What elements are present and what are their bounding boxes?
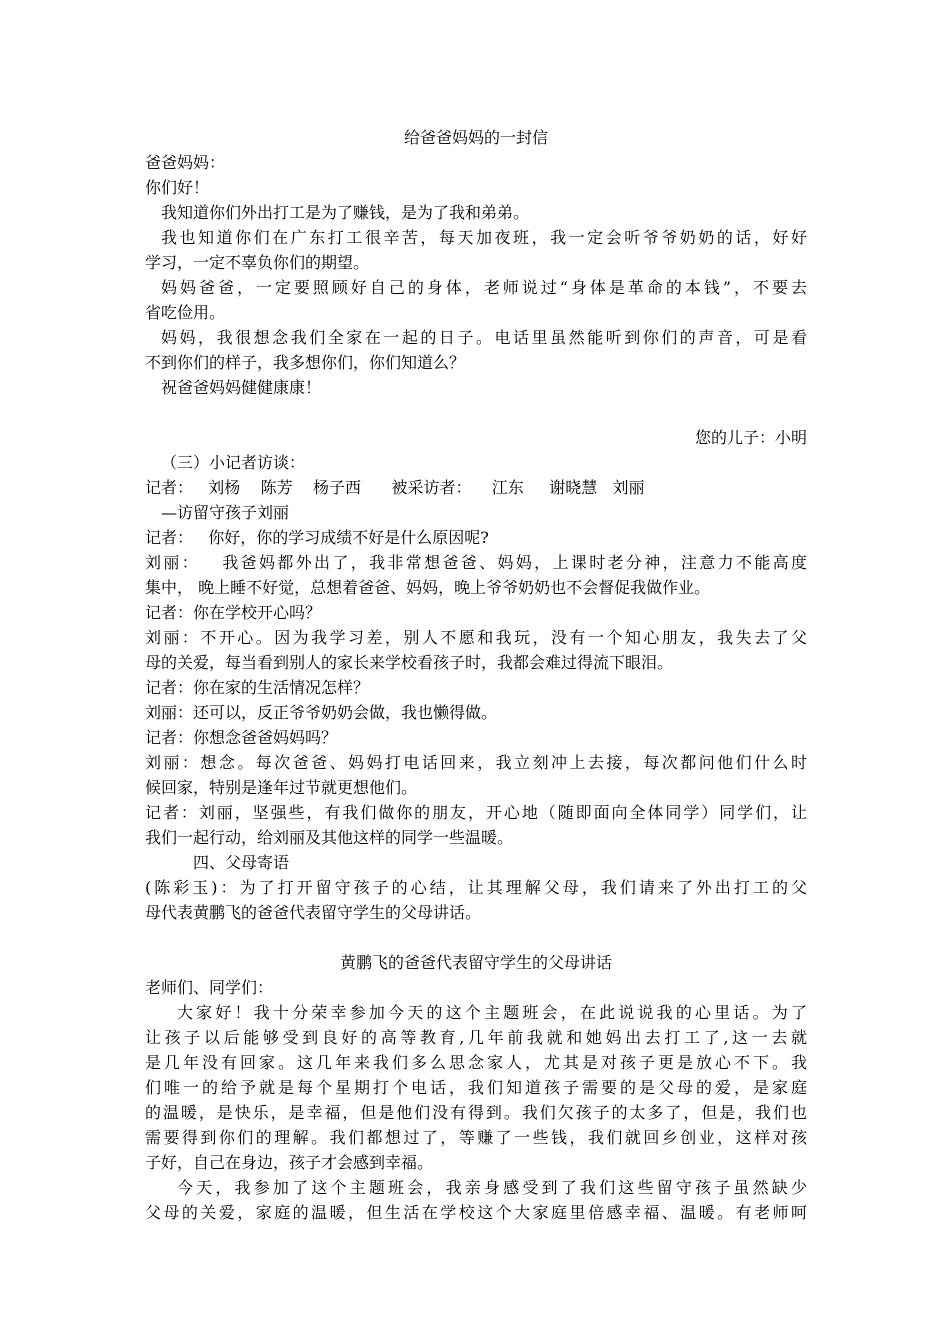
- letter-paragraph: 我也知道你们在广东打工很辛苦，每天加夜班，我一定会听爷爷奶奶的话，好好: [161, 228, 807, 247]
- letter-greeting: 你们好！: [145, 178, 210, 197]
- interview-answer: 刘丽：想念。每次爸爸、妈妈打电话回来，我立刻冲上去接，每次都问他们什么时: [145, 753, 807, 772]
- interview-comment: 我们一起行动，给刘丽及其他这样的同学一些温暖。: [145, 828, 514, 847]
- interview-question: 记者：你在家的生活情况怎样？: [145, 678, 370, 697]
- speech-paragraph: 的温暖，是快乐，是幸福，但是他们没有得到。我们欠孩子的太多了，但是，我们也: [145, 1103, 807, 1122]
- interview-question: 记者：你在学校开心吗？: [145, 603, 322, 622]
- letter-signature: 您的儿子：小明: [694, 428, 807, 447]
- speech-paragraph: 们唯一的给予就是每个星期打个电话，我们知道孩子需要的是父母的爱，是家庭: [145, 1078, 807, 1097]
- speech-salutation: 老师们、同学们：: [145, 978, 274, 997]
- interview-answer: 刘丽：不开心。因为我学习差，别人不愿和我玩，没有一个知心朋友，我失去了父: [145, 628, 807, 647]
- interview-answer: 刘丽：还可以，反正爷爷奶奶会做，我也懒得做。: [145, 703, 498, 722]
- letter-salutation: 爸爸妈妈：: [145, 153, 226, 172]
- letter-paragraph: 省吃俭用。: [145, 303, 226, 322]
- letter-paragraph: 妈妈爸爸，一定要照顾好自己的身体，老师说过“身体是革命的本钱”，不要去: [161, 278, 807, 297]
- interview-people: 记者： 刘杨 陈芳 杨子西 被采访者： 江东 谢晓慧 刘丽: [145, 478, 645, 497]
- section-intro: 母代表黄鹏飞的爸爸代表留守学生的父母讲话。: [145, 903, 482, 922]
- section-heading: 四、父母寄语: [193, 853, 290, 872]
- speech-paragraph: 今天，我参加了这个主题班会，我亲身感受到了我们这些留守孩子虽然缺少: [177, 1178, 807, 1197]
- letter-title: 给爸爸妈妈的一封信: [403, 128, 548, 147]
- letter-paragraph: 不到你们的样子，我多想你们，你们知道么？: [145, 353, 466, 372]
- interview-question: 记者： 你好，你的学习成绩不好是什么原因呢?: [145, 528, 489, 547]
- interview-answer: 刘丽： 我爸妈都外出了，我非常想爸爸、妈妈，上课时老分神，注意力不能高度: [145, 553, 807, 572]
- interview-answer: 候回家，特别是逢年过节就更想他们。: [145, 778, 418, 797]
- interview-comment: 记者：刘丽，坚强些，有我们做你的朋友，开心地（随即面向全体同学）同学们，让: [145, 803, 807, 822]
- speech-paragraph: 让孩子以后能够受到良好的高等教育,几年前我就和她妈出去打工了,这一去就: [145, 1028, 807, 1047]
- speech-paragraph: 大家好！我十分荣幸参加今天的这个主题班会，在此说说我的心里话。为了: [177, 1003, 807, 1022]
- letter-paragraph: 我知道你们外出打工是为了赚钱，是为了我和弟弟。: [161, 203, 530, 222]
- interview-heading: （三）小记者访谈：: [161, 453, 306, 472]
- speech-paragraph: 子好，自己在身边，孩子才会感到幸福。: [145, 1153, 434, 1172]
- letter-closing: 祝爸爸妈妈健健康康！: [161, 378, 322, 397]
- speech-paragraph: 父母的关爱，家庭的温暖，但生活在学校这个大家庭里倍感幸福、温暖。有老师呵: [145, 1203, 807, 1222]
- letter-paragraph: 妈妈，我很想念我们全家在一起的日子。电话里虽然能听到你们的声音，可是看: [161, 328, 807, 347]
- speech-paragraph: 是几年没有回家。这几年来我们多么思念家人，尤其是对孩子更是放心不下。我: [145, 1053, 807, 1072]
- speech-paragraph: 需要得到你们的理解。我们都想过了，等赚了一些钱，我们就回乡创业，这样对孩: [145, 1128, 807, 1147]
- letter-paragraph: 学习，一定不辜负你们的期望。: [145, 253, 370, 272]
- interview-subheading: —访留守孩子刘丽: [161, 503, 290, 522]
- interview-answer: 母的关爱，每当看到别人的家长来学校看孩子时，我都会难过得流下眼泪。: [145, 653, 674, 672]
- interview-question: 记者：你想念爸爸妈妈吗？: [145, 728, 338, 747]
- speech-title: 黄鹏飞的爸爸代表留守学生的父母讲话: [339, 953, 612, 972]
- section-intro: (陈彩玉)：为了打开留守孩子的心结，让其理解父母，我们请来了外出打工的父: [145, 878, 807, 897]
- interview-answer: 集中， 晚上睡不好觉，总想着爸爸、妈妈，晚上爷爷奶奶也不会督促我做作业。: [145, 578, 711, 597]
